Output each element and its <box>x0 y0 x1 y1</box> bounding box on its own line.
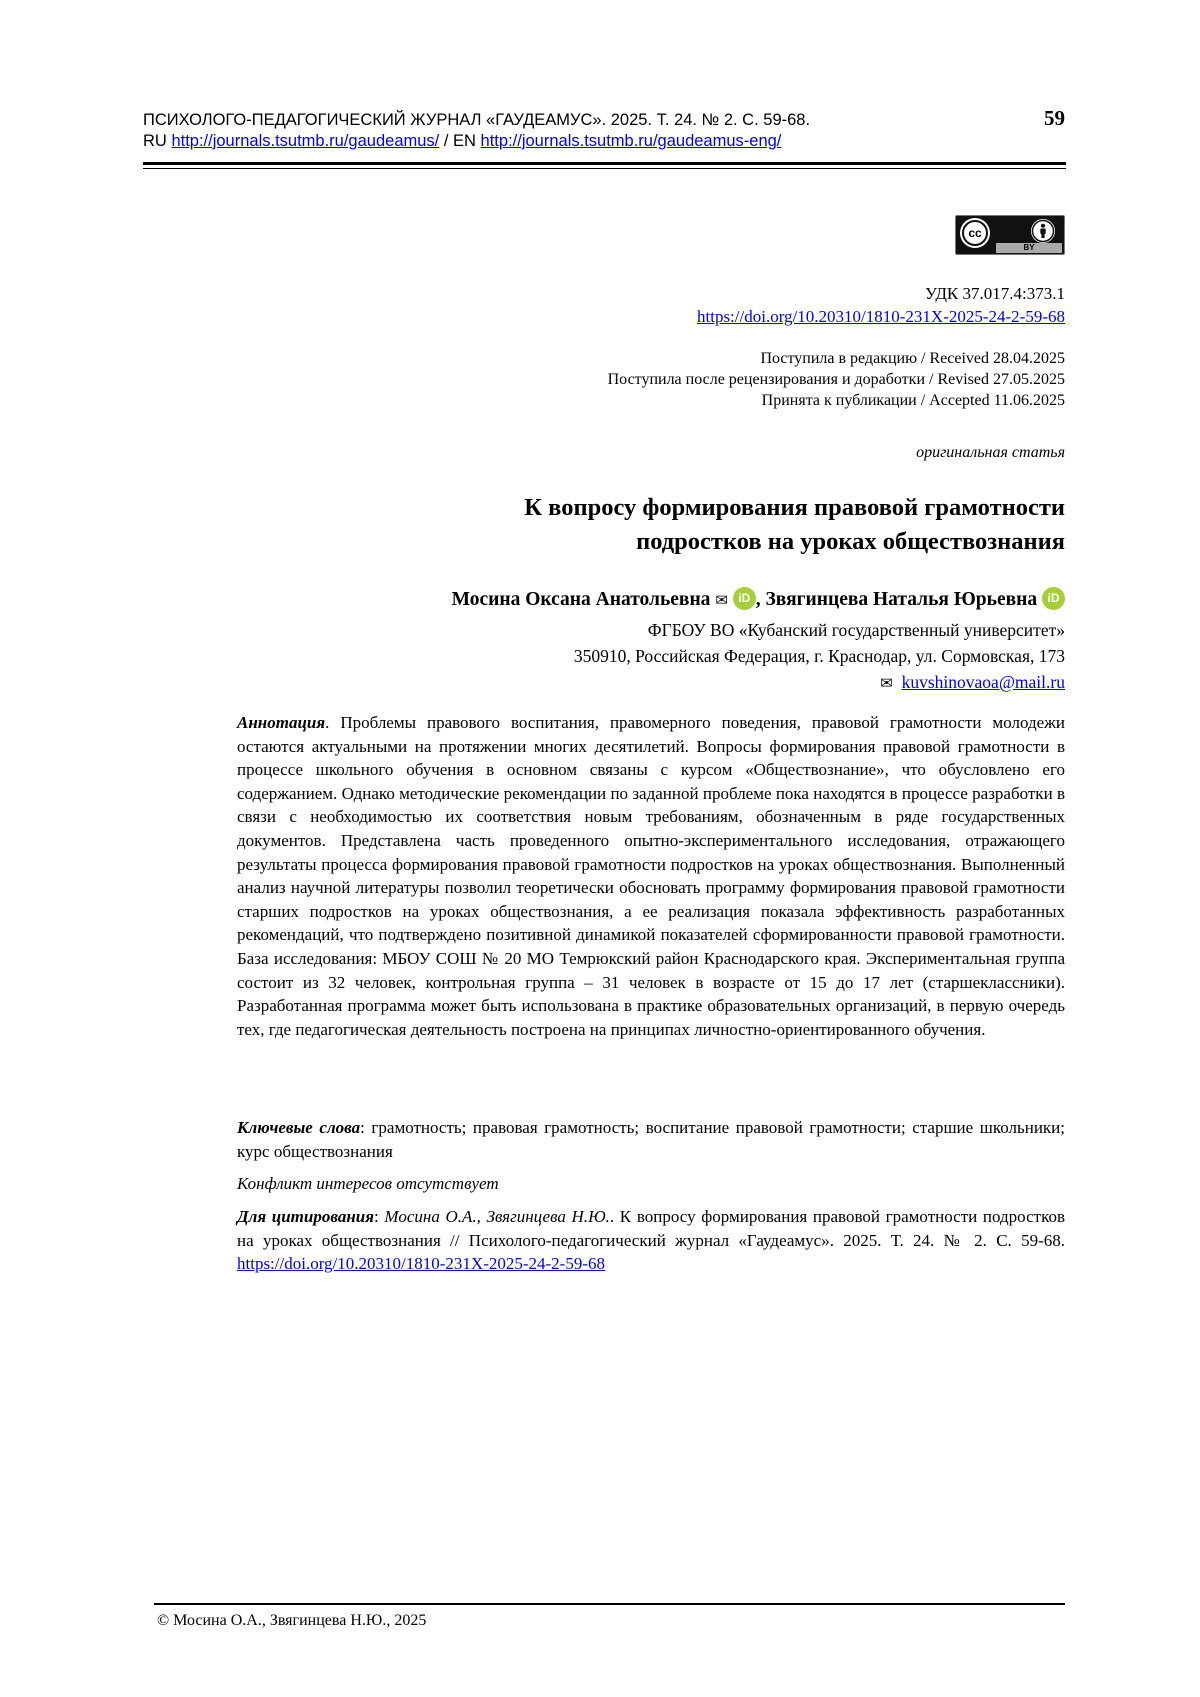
received-date: Поступила в редакцию / Received 28.04.2025 <box>760 350 1065 367</box>
title-line-1: К вопросу формирования правовой грамотности <box>524 494 1065 521</box>
orcid-icon[interactable]: iD <box>733 587 756 610</box>
doi-link[interactable]: https://doi.org/10.20310/1810-231X-2025-24-2-59-68 <box>697 307 1065 326</box>
running-header <box>143 106 1065 152</box>
article-type: оригинальная статья <box>916 444 1065 461</box>
abstract <box>237 711 1065 1041</box>
orcid-icon[interactable]: iD <box>1042 587 1065 610</box>
cc-icon: cc <box>962 220 988 246</box>
by-label: BY <box>996 243 1062 253</box>
keywords <box>237 1116 1065 1163</box>
envelope-icon: ✉ <box>880 674 893 692</box>
udc-block <box>697 282 1065 328</box>
abstract-label: Аннотация <box>237 713 326 732</box>
author-1-name: Мосина Оксана Анатольевна <box>451 589 711 610</box>
accepted-date: Принята к публикации / Accepted 11.06.2025 <box>761 392 1065 409</box>
keywords-text: : грамотность; правовая грамотность; воспитание правовой грамотности; старшие школьники; курс обществознания <box>237 1118 1066 1161</box>
citation-text: . К вопросу формирования правовой грамотности подростков на уроках обществознания // Психолого-педагогический журнал «Гаудеамус». 2025. Т. 24. № 2. С. 59-68. <box>237 1207 1065 1250</box>
author-separator: , <box>755 589 761 610</box>
cc-by-license-badge[interactable] <box>955 215 1065 255</box>
header-rule-thick <box>143 162 1066 165</box>
en-journal-link[interactable]: http://journals.tsutmb.ru/gaudeamus-eng/ <box>480 132 782 150</box>
ru-journal-link[interactable]: http://journals.tsutmb.ru/gaudeamus/ <box>171 132 440 150</box>
author-2-name: Звягинцева Наталья Юрьевна <box>765 589 1038 610</box>
citation-doi-link[interactable]: https://doi.org/10.20310/1810-231X-2025-24-2-59-68 <box>237 1254 605 1274</box>
page-number: 59 <box>1044 106 1065 130</box>
affiliation <box>574 617 1065 696</box>
citation-colon: : <box>374 1207 379 1226</box>
abstract-text: . Проблемы правового воспитания, правомерного поведения, правовой грамотности молодежи остаются актуальными на протяжении многих десятилетий. Вопросы формирования правовой грамотности в процессе школьного обучения в основном связаны с курсом «Обществознание», что обусловлено его содержанием. Однако методические рекомендации по заданной проблеме пока находятся в процессе разработки в связи с необходимостью их соответствия новым требованиям, обозначенным в ряде государственных документов. Представлена часть проведенного опытно-экспериментального исследования, отражающего результаты процесса формирования правовой грамотности подростков на уроках обществознания. Выполненный анализ научной литературы позволил теоретически обосновать программу формирования правовой грамотности старших подростков на уроках обществознания, а ее реализация показала эффективность разработанных рекомендаций, что подтверждено позитивной динамикой показателей сформированности правовой грамотности. База исследования: МБОУ СОШ № 20 МО Темрюкский район Краснодарского края. Экспериментальная группа состоит из 32 человек, контрольная группа – 31 человек в возрасте от 15 до 17 лет (старшеклассники). Разработанная программа может быть использована в практике образовательных организаций, в первую очередь тех, где педагогическая деятельность построена на принципах личностно-ориентированного обучения. <box>237 713 1065 1039</box>
email-link[interactable]: kuvshinovaoa@mail.ru <box>901 672 1065 692</box>
journal-urls <box>143 131 1065 152</box>
header-rule-thin <box>143 168 1066 169</box>
copyright-footer: © Мосина О.А., Звягинцева Н.Ю., 2025 <box>157 1612 427 1629</box>
revised-date: Поступила после рецензирования и доработки / Revised 27.05.2025 <box>607 371 1065 388</box>
attribution-person-icon <box>1031 219 1055 243</box>
udc-code: УДК 37.017.4:373.1 <box>925 284 1065 303</box>
conflict-statement: Конфликт интересов отсутствует <box>237 1174 499 1193</box>
ru-label: RU <box>143 132 167 150</box>
citation <box>237 1205 1065 1276</box>
url-separator: / <box>443 132 449 150</box>
organization: ФГБОУ ВО «Кубанский государственный университет» <box>647 620 1065 640</box>
keywords-label: Ключевые слова <box>237 1118 361 1137</box>
submission-dates <box>608 348 1065 411</box>
author-list <box>452 587 1065 613</box>
address: 350910, Российская Федерация, г. Краснодар, ул. Сормовская, 173 <box>573 646 1065 666</box>
journal-line: ПСИХОЛОГО-ПЕДАГОГИЧЕСКИЙ ЖУРНАЛ «ГАУДЕАМУС». 2025. Т. 24. № 2. С. 59-68. <box>143 111 811 129</box>
footer-rule <box>154 1603 1065 1605</box>
title-line-2: подростков на уроках обществознания <box>636 528 1065 555</box>
citation-label: Для цитирования <box>237 1207 374 1226</box>
envelope-icon: ✉ <box>715 591 728 609</box>
en-label: EN <box>453 132 476 150</box>
citation-authors: Мосина О.А., Звягинцева Н.Ю. <box>384 1207 610 1226</box>
article-title <box>524 491 1065 559</box>
